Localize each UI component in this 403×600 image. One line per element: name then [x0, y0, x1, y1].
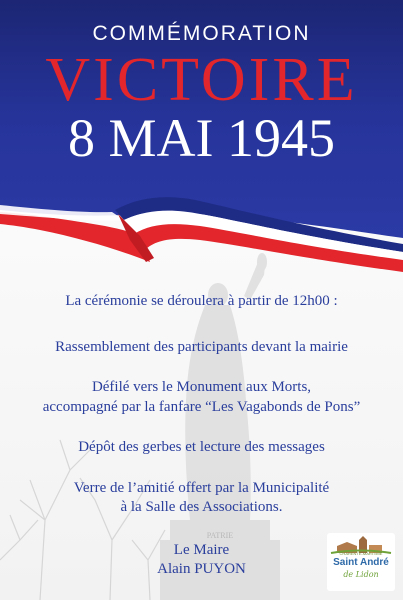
- kicker-text: COMMÉMORATION: [92, 22, 311, 45]
- programme-item-continued: accompagné par la fanfare “Les Vagabonds de Pons”: [42, 399, 361, 415]
- programme-item: Rassemblement des participants devant la mairie: [55, 339, 348, 355]
- signature-role: Le Maire: [173, 542, 230, 558]
- signature-name: Alain PUYON: [157, 561, 246, 577]
- programme-item-continued: à la Salle des Associations.: [120, 499, 283, 515]
- logo-region: CHARENTE-MARITIME: [339, 551, 383, 556]
- programme-item: Verre de l’amitié offert par la Municipalité: [73, 480, 330, 496]
- town-logo: [327, 533, 395, 591]
- programme-intro: La cérémonie se déroulera à partir de 12h00 :: [65, 293, 338, 309]
- logo-town-name: Saint André: [333, 557, 389, 568]
- programme-item: Dépôt des gerbes et lecture des messages: [78, 439, 325, 455]
- logo-town-suffix: de Lidon: [343, 570, 379, 579]
- monument-inscription: PATRIE: [206, 531, 234, 540]
- event-date: 8 MAI 1945: [68, 108, 335, 168]
- page-title: VICTOIRE: [45, 46, 358, 114]
- programme-item: Défilé vers le Monument aux Morts,: [91, 379, 312, 395]
